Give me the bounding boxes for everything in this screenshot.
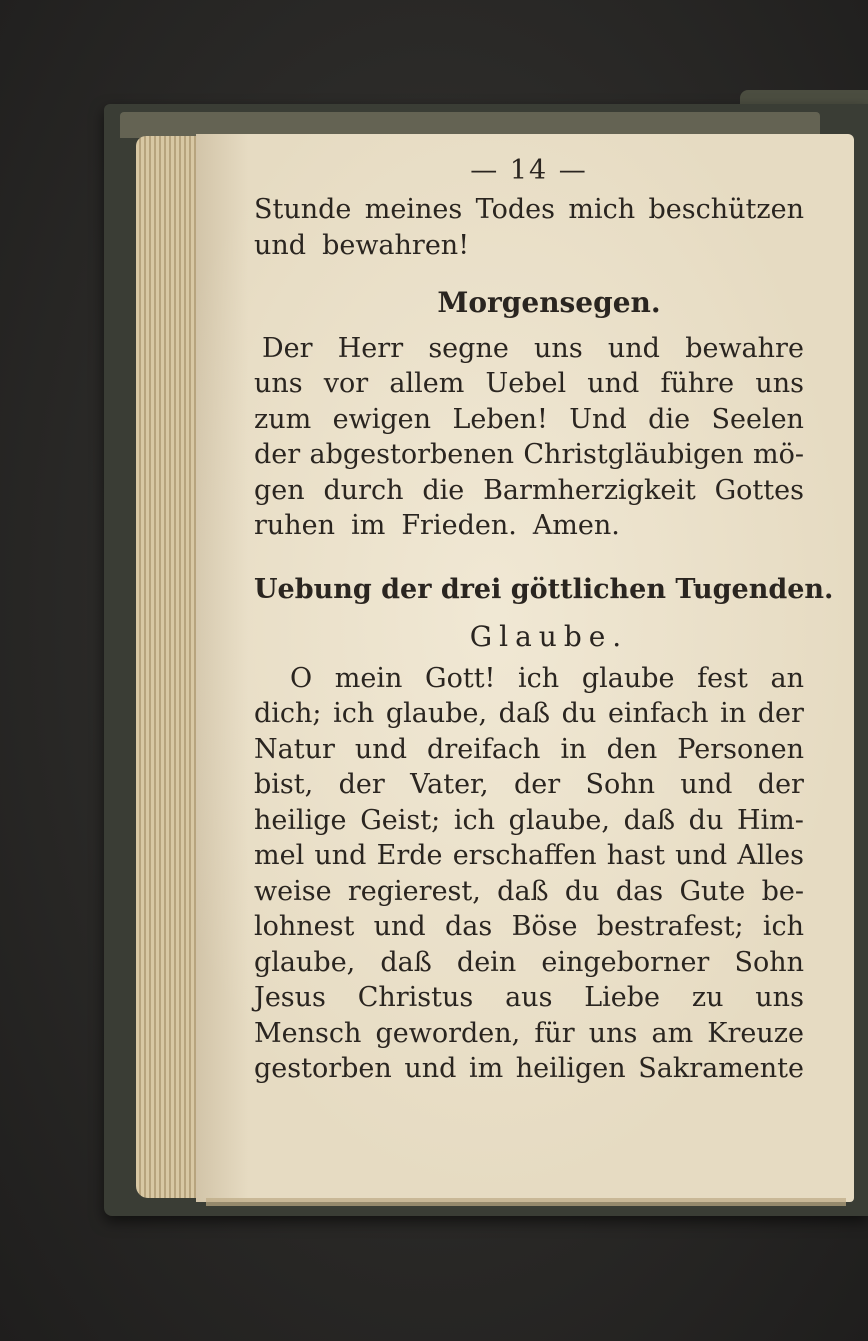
- word: und: [587, 368, 640, 399]
- text-line: [254, 402, 804, 438]
- word: und: [680, 769, 733, 800]
- text-line: [254, 192, 804, 228]
- word: Und: [569, 403, 627, 435]
- word: und: [373, 911, 426, 942]
- word: bestrafest;: [596, 911, 744, 942]
- word: ich: [333, 698, 375, 729]
- text-line: [254, 696, 804, 732]
- word: Personen: [677, 733, 804, 765]
- word: regierest,: [347, 875, 481, 907]
- word: bewahren!: [322, 229, 470, 261]
- text-line: [254, 909, 804, 945]
- word: die: [648, 403, 691, 435]
- text-line: [254, 767, 804, 803]
- word: glaube: [581, 662, 675, 694]
- text-line: [254, 1016, 804, 1052]
- text-line: [254, 366, 804, 402]
- word: dreifach: [427, 733, 541, 765]
- glaube-paragraph: [254, 661, 804, 1087]
- word: an: [770, 662, 804, 694]
- word: be-: [761, 875, 804, 907]
- word: Liebe: [584, 982, 661, 1013]
- word: bist,: [254, 769, 314, 800]
- word: geworden,: [375, 1017, 521, 1049]
- text-line: [254, 945, 804, 981]
- word: daß: [497, 875, 549, 907]
- word: Gott!: [425, 662, 496, 694]
- word: daß: [498, 698, 551, 729]
- word: Sohn: [734, 946, 804, 978]
- word: mel: [254, 840, 305, 871]
- text-line: [254, 331, 804, 367]
- text-line: [254, 838, 804, 874]
- word: ruhen: [254, 510, 336, 541]
- text-line: [254, 661, 804, 697]
- word: gen: [254, 474, 305, 506]
- word: der: [757, 698, 804, 729]
- word: bewahre: [685, 332, 804, 364]
- text-line: [254, 437, 804, 473]
- word: Stunde: [254, 194, 352, 225]
- word: Barmherzigkeit: [483, 474, 696, 506]
- text-line: [254, 732, 804, 768]
- word: führe: [660, 368, 735, 399]
- word: segne: [428, 332, 509, 364]
- word: für: [534, 1017, 575, 1049]
- heading-morgensegen: Morgensegen.: [437, 286, 661, 319]
- word: in: [560, 733, 587, 765]
- word: uns: [755, 982, 804, 1013]
- word: mein: [334, 662, 403, 694]
- word: der: [254, 439, 301, 470]
- word: Christus: [357, 982, 474, 1013]
- word: lohnest: [254, 911, 355, 942]
- word: glaube,: [508, 804, 610, 836]
- heading-glaube: Glaube.: [469, 620, 629, 653]
- heading-uebung: Uebung der drei göttlichen Tugenden.: [254, 573, 834, 605]
- word: einfach: [607, 698, 709, 729]
- word: Mensch: [254, 1017, 362, 1049]
- word: heilige: [254, 804, 347, 836]
- word: Sohn: [585, 769, 655, 800]
- morgensegen-paragraph: [254, 331, 804, 544]
- word: daß: [380, 946, 432, 978]
- word: den: [606, 733, 658, 765]
- word: und: [354, 733, 407, 765]
- word: uns: [254, 368, 303, 399]
- word: Erde: [376, 840, 443, 871]
- word: und: [314, 840, 367, 871]
- word: eingeborner: [541, 946, 710, 978]
- word: Sakramente: [638, 1053, 804, 1084]
- word: Alles: [737, 840, 804, 871]
- word: Uebel: [485, 368, 567, 399]
- word: allem: [389, 368, 465, 399]
- word: und: [675, 840, 728, 871]
- word: und: [404, 1053, 457, 1084]
- word: aus: [505, 982, 553, 1013]
- word: ewigen: [332, 403, 432, 435]
- word: und: [254, 229, 307, 261]
- word: Geist;: [360, 804, 441, 836]
- text-line: [254, 1051, 804, 1087]
- word: der: [338, 769, 385, 800]
- word: Gottes: [714, 474, 804, 506]
- word: erschaffen: [452, 840, 597, 871]
- word: Herr: [337, 332, 404, 364]
- word: ich: [762, 911, 804, 942]
- word: in: [720, 698, 747, 729]
- word: Der: [262, 332, 313, 364]
- word: Seelen: [711, 403, 804, 435]
- page-bottom-edge: [206, 1198, 846, 1206]
- word: du: [564, 875, 600, 907]
- word: daß: [623, 804, 675, 836]
- word: Natur: [254, 733, 335, 765]
- word: beschützen: [648, 194, 804, 225]
- word: ich: [518, 662, 560, 694]
- word: vor: [323, 368, 369, 399]
- word: dich;: [254, 698, 322, 729]
- word: Christgläubigen: [523, 439, 744, 470]
- word: Böse: [511, 911, 578, 942]
- word: Him-: [737, 804, 804, 836]
- word: gestorben: [254, 1053, 392, 1084]
- word: uns: [534, 332, 583, 364]
- word: heiligen: [515, 1053, 626, 1084]
- word: glaube,: [385, 698, 488, 729]
- word: du: [688, 804, 724, 836]
- word: Vater,: [410, 769, 489, 800]
- word: abgestorbenen: [309, 439, 515, 470]
- word: Amen.: [532, 510, 620, 541]
- word: Gute: [679, 875, 746, 907]
- word: dein: [456, 946, 517, 978]
- word: am: [651, 1017, 694, 1049]
- word: Jesus: [254, 982, 326, 1013]
- word: Kreuze: [707, 1017, 804, 1049]
- word: das: [445, 911, 493, 942]
- page-number: — 14 —: [470, 155, 588, 186]
- intro-paragraph: [254, 192, 804, 263]
- text-line: [254, 508, 804, 544]
- word: mö-: [753, 439, 804, 470]
- word: der: [513, 769, 561, 800]
- word: Leben!: [452, 403, 548, 435]
- text-line: [254, 228, 804, 264]
- text-line: [254, 980, 804, 1016]
- word: der: [757, 769, 804, 800]
- word: glaube,: [254, 946, 356, 978]
- word: mich: [568, 194, 636, 225]
- word: uns: [755, 368, 804, 399]
- word: durch: [323, 474, 404, 506]
- word: ich: [453, 804, 496, 836]
- word: zum: [254, 403, 312, 435]
- word: und: [607, 332, 660, 364]
- word: Frieden.: [401, 510, 517, 541]
- word: weise: [254, 875, 332, 907]
- word: das: [615, 875, 664, 907]
- word: uns: [588, 1017, 638, 1049]
- text-line: [254, 874, 804, 910]
- word: fest: [697, 662, 748, 694]
- word: hast: [606, 840, 665, 871]
- word: im: [468, 1053, 504, 1084]
- page-text: [254, 150, 834, 1087]
- word: meines: [364, 194, 463, 225]
- word: die: [422, 474, 465, 506]
- text-line: [254, 473, 804, 509]
- word: O: [290, 662, 313, 694]
- text-line: [254, 803, 804, 839]
- word: Todes: [475, 194, 555, 225]
- word: zu: [691, 982, 724, 1013]
- word: im: [351, 510, 386, 541]
- word: du: [561, 698, 597, 729]
